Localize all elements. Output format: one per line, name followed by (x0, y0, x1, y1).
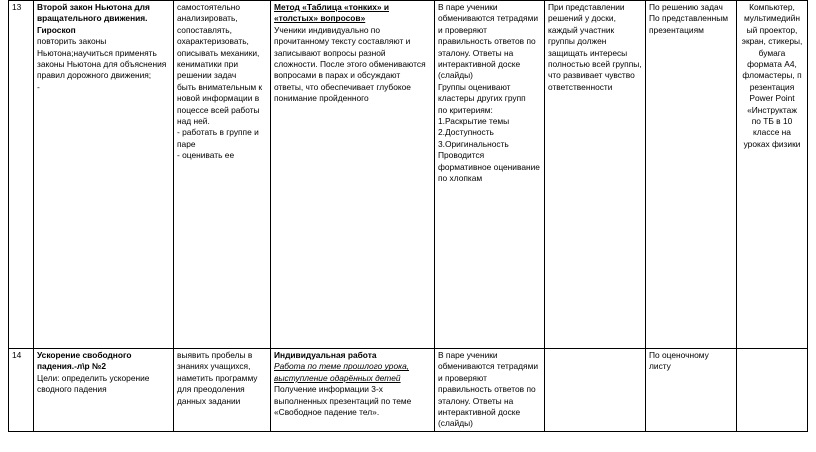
topic-line: сводного падения (37, 384, 107, 395)
assessment-line: по хлопкам (438, 173, 483, 184)
skills-line: выявить пробелы в (177, 350, 253, 360)
skills-line: анализировать, (177, 13, 238, 24)
skills-line: - оценивать ее (177, 150, 235, 161)
presentation-line: ответственности (548, 81, 613, 92)
skills-line: данных задании (177, 395, 241, 406)
row-number-text: 14 (12, 350, 22, 360)
skills-line: кениматики при (177, 59, 239, 70)
method-line: Получение информации 3-х (274, 384, 383, 395)
skills-line: знаниях учащихся, (177, 361, 251, 372)
skills-line: описывать механики, (177, 47, 260, 58)
presentation-line: полностью всей группы, (548, 59, 642, 70)
resources-line: ый проектор, (746, 24, 798, 35)
presentation-line: При представлении (548, 2, 625, 12)
row-number (9, 1, 34, 349)
skills-line: поцессе всей работы (177, 104, 260, 115)
presentation-line: группы должен (548, 36, 607, 47)
method-text: Ученики индивидуально по прочитанному тексту составляют и записывают вопросы разной сложности. После этого обмениваются вопросами в парах и обсуждают ответы, что обеспечивает глубокое понимание пройденного (274, 24, 426, 104)
method-title: Метод «Таблица «тонких» и «толстых» вопросов» (274, 2, 390, 24)
feedback-line: По представленным (649, 13, 728, 24)
feedback-line: По решению задач (649, 2, 723, 12)
feedback-cell (646, 1, 737, 349)
skills-line: сопоставлять, (177, 24, 232, 35)
method-title: Индивидуальная работа (274, 350, 377, 360)
row-number (9, 349, 34, 432)
topic-cell (34, 349, 174, 432)
topic-line: Цели: определить ускорение (37, 372, 150, 383)
resources-line: фломастеры, п (742, 70, 802, 81)
topic-line: - (37, 81, 40, 92)
assessment-cell (435, 1, 545, 349)
method-cell (271, 349, 435, 432)
assessment-line: и проверяют (438, 372, 487, 383)
assessment-line: правильность ответов по (438, 384, 536, 395)
skills-line: наметить программу (177, 372, 258, 383)
skills-line: - работать в группе и (177, 127, 259, 138)
table-row-13 (9, 1, 808, 349)
assessment-line: 3.Оригинальность (438, 138, 509, 149)
resources-line: Power Point (749, 93, 795, 104)
skills-line: паре (177, 138, 196, 149)
assessment-line: В паре ученики (438, 2, 498, 12)
feedback-line: По оценочному (649, 350, 709, 360)
resources-line: уроках физики (743, 138, 801, 149)
resources-line: бумага (758, 47, 786, 58)
skills-line: новой информации в (177, 93, 260, 104)
resources-line: Компьютер, (749, 2, 795, 12)
assessment-line: интерактивной доске (438, 407, 521, 418)
assessment-line: и проверяют (438, 24, 487, 35)
resources-line: экран, стикеры, (741, 36, 803, 47)
topic-title: Ускорение свободного падения.-л\р №2 (37, 350, 132, 372)
feedback-cell (646, 349, 737, 432)
skills-line: решении задач (177, 70, 237, 81)
lesson-plan-table (8, 0, 808, 432)
skills-cell (174, 1, 271, 349)
skills-line: охарактеризовать, (177, 36, 249, 47)
presentation-line: каждый участник (548, 24, 615, 35)
skills-line: над ней. (177, 116, 210, 127)
assessment-line: обмениваются тетрадями (438, 13, 539, 24)
assessment-line: 2.Доступность (438, 127, 494, 138)
resources-cell (737, 1, 808, 349)
assessment-line: эталону. Ответы на (438, 47, 514, 58)
resources-line: по ТБ в 10 (751, 116, 793, 127)
resources-line: классе на (753, 127, 791, 138)
method-italic-line: Работа по теме прошлого урока, (274, 361, 410, 372)
assessment-line: интерактивной доске (438, 59, 521, 70)
feedback-line: листу (649, 361, 671, 372)
topic-line: повторить законы Ньютона;научиться применять законы Ньютона для объяснения правил дорожного движения; (37, 36, 167, 81)
assessment-line: правильность ответов по (438, 36, 536, 47)
row-number-text: 13 (12, 2, 22, 12)
assessment-line: формативное оценивание (438, 161, 540, 172)
resources-cell (737, 349, 808, 432)
assessment-line: (слайды) (438, 70, 473, 81)
assessment-line: Проводится (438, 150, 485, 161)
feedback-line: презентациям (649, 24, 704, 35)
resources-line: резентация (749, 81, 795, 92)
method-cell (271, 1, 435, 349)
presentation-line: что развивает чувство (548, 70, 635, 81)
assessment-line: обмениваются тетрадями (438, 361, 539, 372)
presentation-line: решений у доски, (548, 13, 616, 24)
assessment-cell (435, 349, 545, 432)
skills-line: для преодоления (177, 384, 245, 395)
resources-line: формата А4, (747, 59, 797, 70)
skills-line: быть внимательным к (177, 81, 263, 92)
assessment-line: Группы оценивают (438, 81, 511, 92)
resources-line: «Инструктаж (747, 104, 797, 115)
assessment-line: эталону. Ответы на (438, 395, 514, 406)
assessment-line: 1.Раскрытие темы (438, 116, 510, 127)
presentation-line: защищать интересы (548, 47, 628, 58)
topic-title: Второй закон Ньютона для вращательного движения. Гироскоп (37, 2, 150, 35)
presentation-cell (545, 1, 646, 349)
method-italic-line: выступление одарённых детей (274, 372, 401, 383)
method-line: выполненных презентаций по теме (274, 395, 412, 406)
topic-cell (34, 1, 174, 349)
assessment-line: кластеры других групп (438, 93, 526, 104)
presentation-cell (545, 349, 646, 432)
skills-line: самостоятельно (177, 2, 241, 12)
method-line: «Свободное падение тел». (274, 407, 380, 418)
resources-line: мультимедийн (743, 13, 801, 24)
skills-cell (174, 349, 271, 432)
table-row-14 (9, 349, 808, 432)
assessment-line: по критериям: (438, 104, 493, 115)
assessment-line: (слайды) (438, 418, 473, 429)
assessment-line: В паре ученики (438, 350, 498, 360)
